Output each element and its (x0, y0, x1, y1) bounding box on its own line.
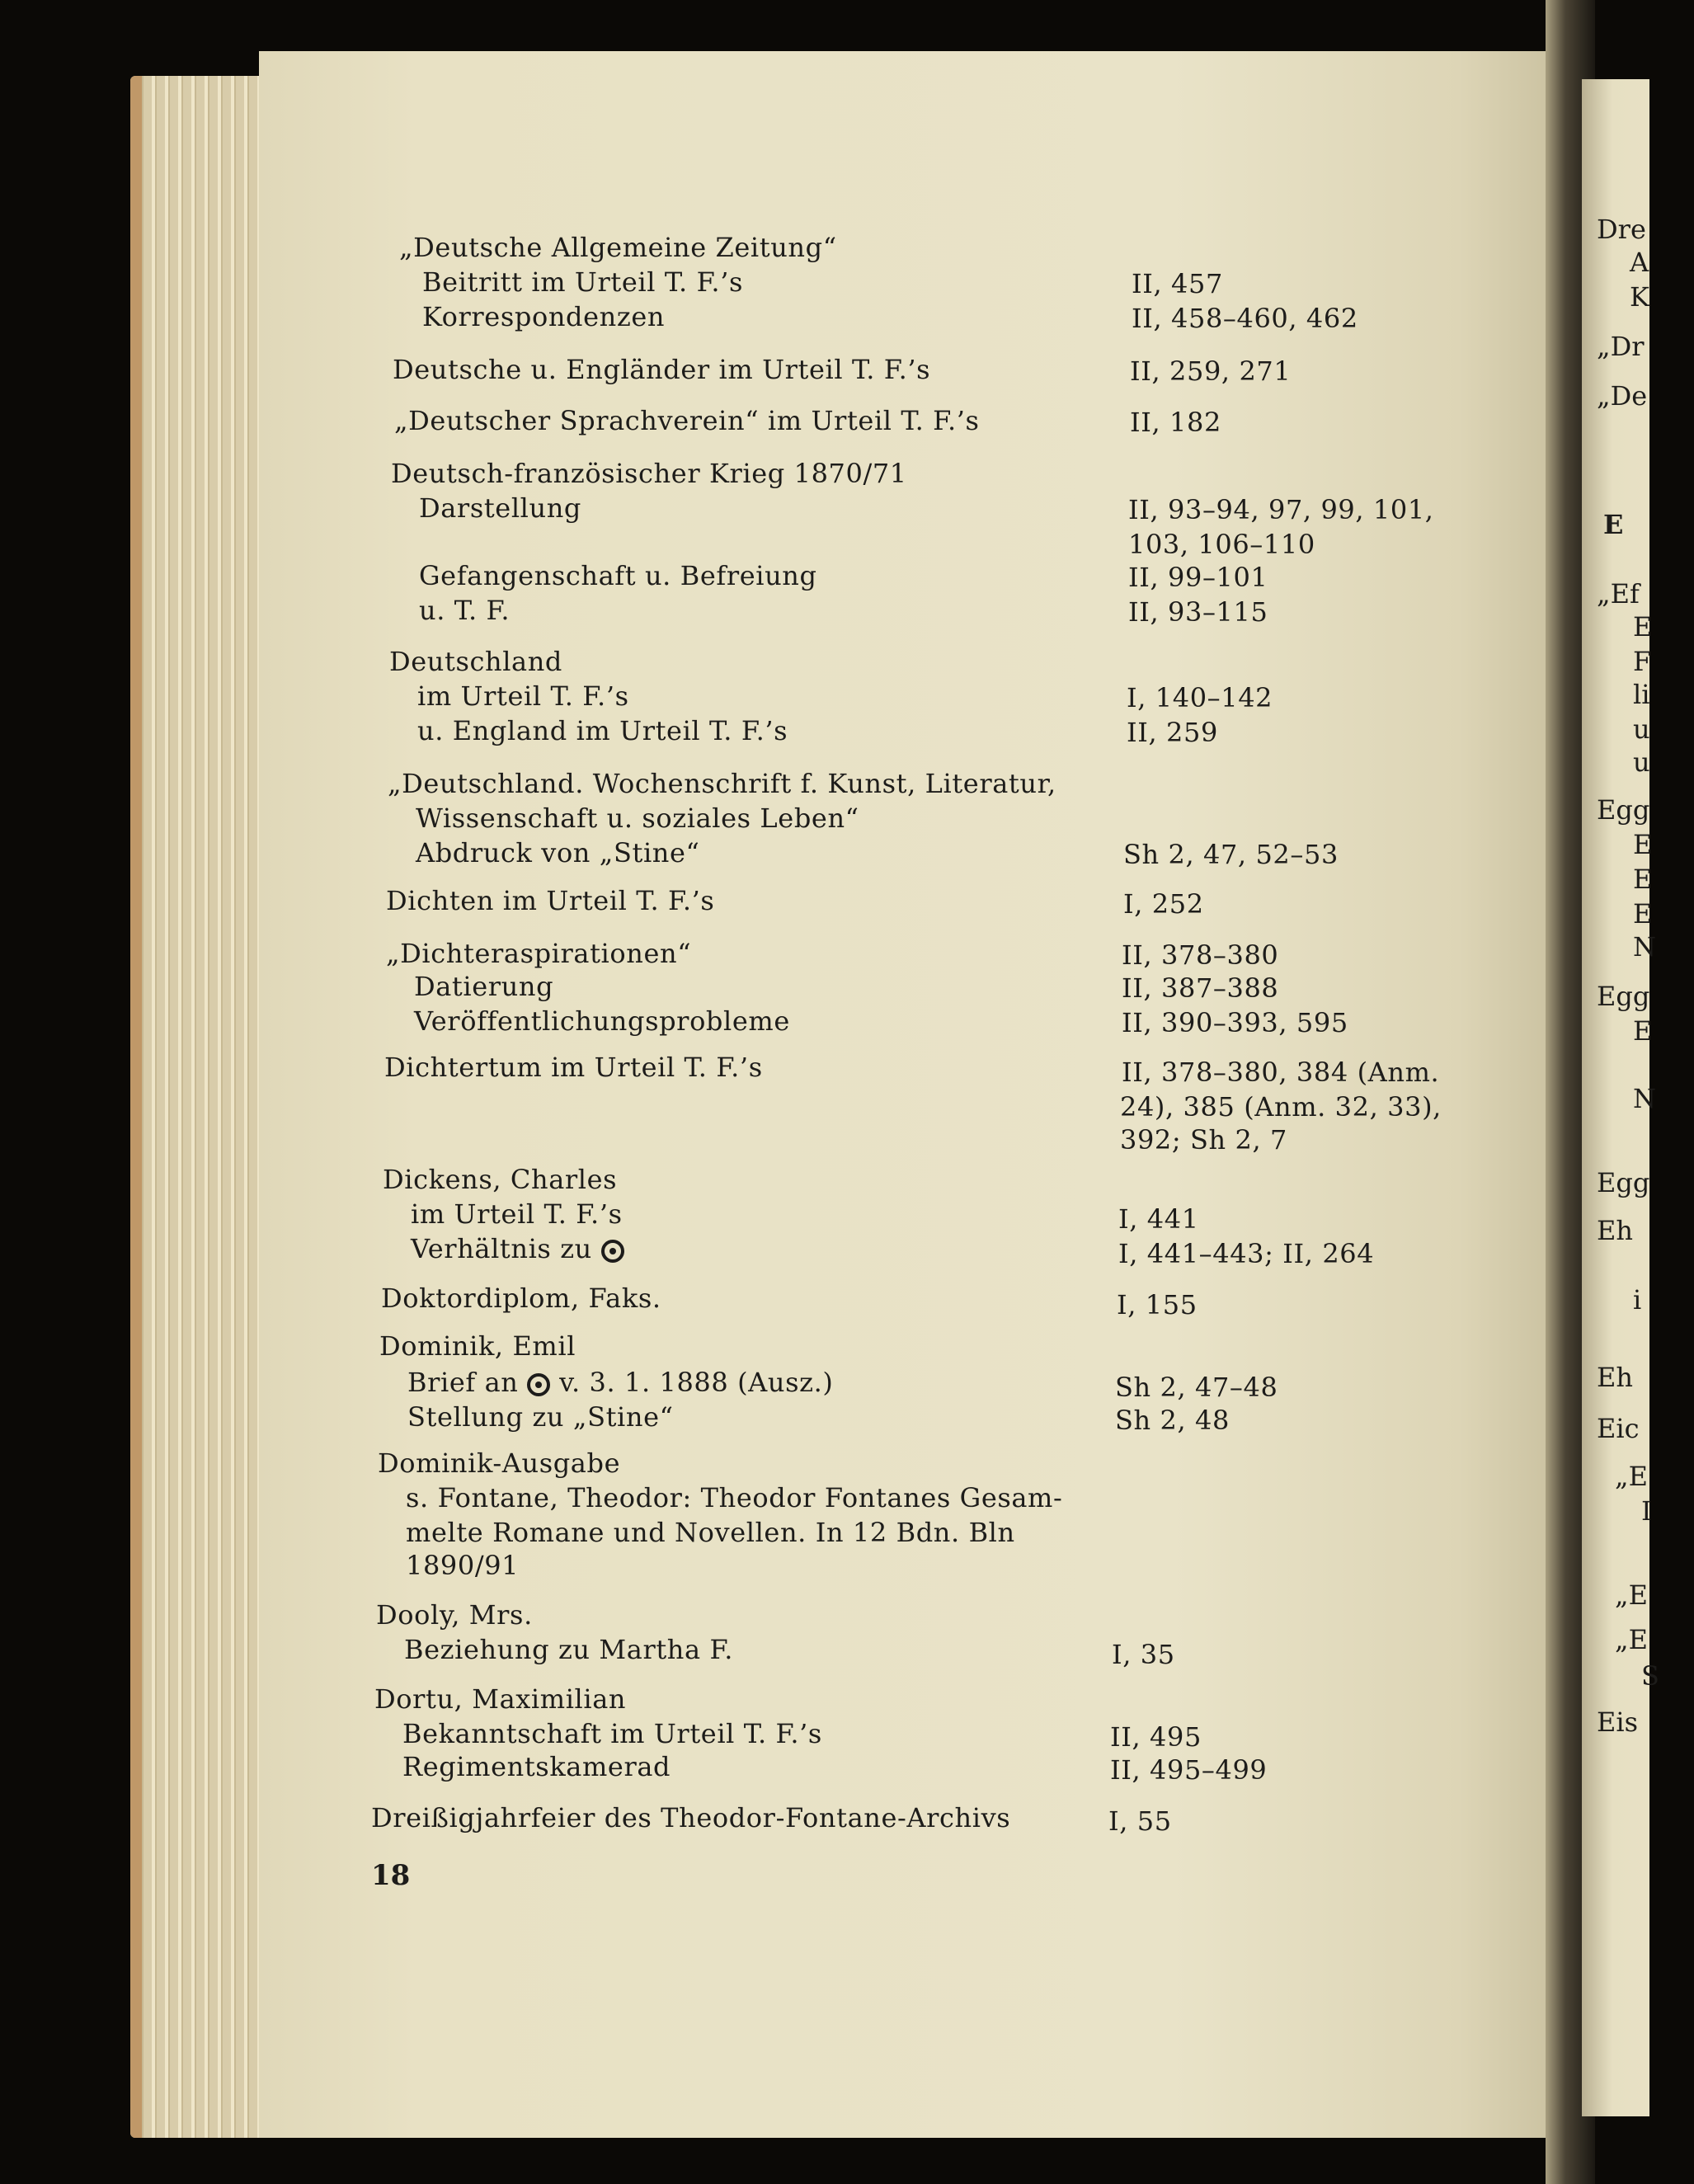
facing-page-fragment: K (1630, 281, 1649, 313)
entry-subline: Korrespondenzen (422, 301, 666, 332)
facing-page-fragment: S (1641, 1660, 1659, 1692)
entry-heading: Dickens, Charles (383, 1164, 618, 1195)
entry-subline: u. T. F. (419, 595, 511, 626)
entry-reference: I, 55 (1108, 1805, 1172, 1837)
entry-reference: II, 387–388 (1122, 972, 1279, 1004)
facing-page-fragment: N (1633, 931, 1656, 963)
fontane-symbol-icon (527, 1373, 550, 1396)
facing-page-fragment: Egg (1597, 1167, 1650, 1198)
entry-subline: Gefangenschaft u. Befreiung (419, 560, 817, 591)
entry-reference: II, 99–101 (1128, 562, 1268, 593)
entry-reference: II, 458–460, 462 (1132, 303, 1358, 334)
entry-heading: „Deutschland. Wochenschrift f. Kunst, Literatur, (388, 768, 1056, 799)
facing-page-fragment: „E (1615, 1579, 1648, 1611)
facing-page-fragment: „Ef (1597, 578, 1640, 610)
facing-page-fragment: Eh (1597, 1362, 1633, 1393)
entry-reference: II, 93–115 (1128, 596, 1268, 628)
entry-subline: im Urteil T. F.’s (411, 1198, 623, 1230)
entry-heading: Dreißigjahrfeier des Theodor-Fontane-Archivs (371, 1802, 1011, 1833)
entry-reference: II, 182 (1130, 407, 1221, 438)
entry-subline: melte Romane und Novellen. In 12 Bdn. Bln (406, 1517, 1015, 1548)
entry-subline: s. Fontane, Theodor: Theodor Fontanes Gesam- (406, 1482, 1063, 1513)
entry-subline: Beziehung zu Martha F. (404, 1634, 734, 1665)
entry-subline: im Urteil T. F.’s (417, 680, 629, 712)
entry-reference: Sh 2, 47, 52–53 (1123, 839, 1339, 870)
entry-heading: Deutsch-französischer Krieg 1870/71 (391, 458, 907, 489)
entry-subline: u. England im Urteil T. F.’s (417, 715, 788, 746)
entry-subline: Abdruck von „Stine“ (416, 837, 700, 868)
entry-heading: Doktordiplom, Faks. (381, 1283, 661, 1314)
entry-heading: Dominik, Emil (379, 1330, 576, 1362)
entry-reference-continued: 24), 385 (Anm. 32, 33), (1120, 1091, 1442, 1123)
entry-reference: II, 378–380, 384 (Anm. (1122, 1057, 1440, 1088)
entry-subline: Regimentskamerad (402, 1751, 671, 1782)
facing-page-fragment: F (1633, 646, 1652, 677)
entry-subline: Darstellung (419, 492, 582, 524)
entry-reference: II, 378–380 (1122, 939, 1279, 971)
entry-subline: Wissenschaft u. soziales Leben“ (416, 803, 859, 834)
facing-page-fragment: Dre (1597, 214, 1646, 245)
entry-subline: Stellung zu „Stine“ (407, 1401, 674, 1433)
facing-page-fragment: „Dr (1597, 331, 1645, 362)
facing-page-fragment: Egg (1597, 981, 1650, 1012)
entry-heading: Dichten im Urteil T. F.’s (386, 885, 715, 916)
fontane-symbol-icon (601, 1240, 624, 1263)
entry-heading: Dooly, Mrs. (376, 1599, 533, 1631)
facing-page-fragment: I (1641, 1495, 1652, 1527)
entry-reference: I, 155 (1117, 1289, 1198, 1320)
facing-page-fragment: u (1633, 746, 1650, 778)
facing-page-fragment: E (1633, 898, 1653, 930)
entry-heading: Deutsche u. Engländer im Urteil T. F.’s (393, 354, 931, 385)
entry-reference: II, 259 (1127, 717, 1218, 748)
entry-reference-continued: 392; Sh 2, 7 (1120, 1124, 1287, 1156)
facing-page-fragment: i (1633, 1284, 1642, 1316)
facing-page-fragment: A (1630, 247, 1649, 278)
entry-reference: I, 441–443; II, 264 (1118, 1238, 1375, 1269)
entry-subline: Brief an v. 3. 1. 1888 (Ausz.) (407, 1367, 834, 1398)
facing-page-fragment: E (1633, 1015, 1653, 1047)
entry-subline: Datierung (414, 971, 554, 1002)
entry-reference: I, 140–142 (1127, 682, 1273, 713)
entry-subline: Veröffentlichungsprobleme (414, 1005, 790, 1037)
entry-reference: I, 441 (1118, 1203, 1199, 1235)
entry-heading: Dortu, Maximilian (374, 1683, 627, 1715)
entry-heading: „Dichteraspirationen“ (386, 938, 692, 969)
entry-reference: Sh 2, 48 (1115, 1405, 1230, 1436)
entry-heading: Dichtertum im Urteil T. F.’s (384, 1052, 763, 1083)
entry-reference: I, 35 (1112, 1639, 1175, 1670)
entry-reference: II, 259, 271 (1130, 355, 1292, 387)
entry-reference: II, 495–499 (1110, 1754, 1268, 1786)
entry-reference: II, 93–94, 97, 99, 101, (1128, 494, 1434, 525)
entry-reference: I, 252 (1123, 888, 1204, 920)
facing-page-fragment: „E (1615, 1624, 1648, 1655)
entry-reference: II, 495 (1110, 1721, 1202, 1753)
entry-subline: Bekanntschaft im Urteil T. F.’s (402, 1718, 822, 1749)
facing-page-fragment: Eis (1597, 1706, 1639, 1738)
entry-heading: „Deutsche Allgemeine Zeitung“ (399, 232, 837, 263)
entry-reference: Sh 2, 47–48 (1115, 1372, 1278, 1403)
entry-reference: II, 457 (1132, 268, 1223, 299)
entry-heading: Dominik-Ausgabe (378, 1447, 621, 1479)
facing-page-fragment: E (1633, 829, 1653, 860)
entry-subline: 1890/91 (406, 1550, 520, 1581)
facing-page-fragment: E (1603, 509, 1624, 540)
facing-page-fragment: li (1633, 679, 1650, 710)
page-number: 18 (371, 1859, 411, 1892)
entry-reference-continued: 103, 106–110 (1128, 529, 1315, 560)
facing-page-fragment: Eic (1597, 1413, 1640, 1444)
entry-subline: Verhältnis zu (411, 1232, 624, 1265)
facing-page-fragment: E (1633, 611, 1653, 642)
facing-page-fragment: u (1633, 713, 1650, 745)
facing-page-fragment: E (1633, 864, 1653, 895)
facing-page-fragment: N (1633, 1083, 1656, 1114)
facing-page-fragment: Egg (1597, 794, 1650, 826)
entry-heading: Deutschland (389, 646, 563, 677)
facing-page-fragment: „De (1597, 380, 1648, 412)
facing-page-fragment: Eh (1597, 1215, 1633, 1246)
entry-heading: „Deutscher Sprachverein“ im Urteil T. F.’s (394, 405, 980, 436)
entry-reference: II, 390–393, 595 (1122, 1007, 1348, 1038)
entry-subline: Beitritt im Urteil T. F.’s (422, 266, 743, 298)
facing-page-fragment: „E (1615, 1461, 1648, 1492)
